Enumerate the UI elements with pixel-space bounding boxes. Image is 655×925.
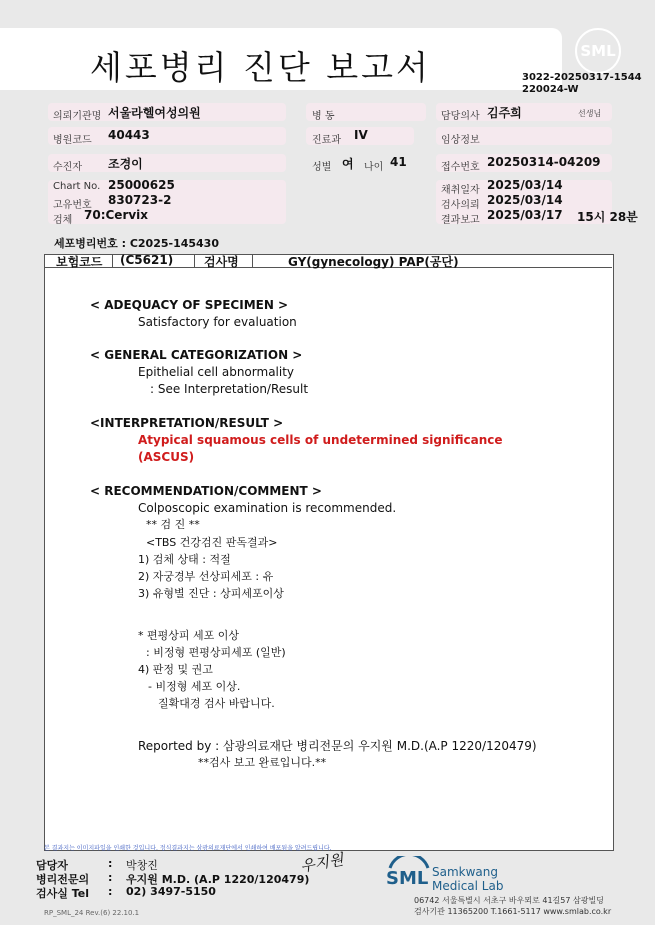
interpretation-heading: <INTERPRETATION/RESULT >	[90, 416, 284, 430]
page-title: 세포병리 진단 보고서	[90, 48, 431, 87]
sex-value: 여	[342, 157, 354, 171]
insurance-label: 보험코드	[56, 255, 103, 269]
tbs-line-3: 3) 유형별 진단 : 상피세포이상	[138, 587, 284, 600]
tbs-heading: <TBS 건강검진 판독결과>	[146, 536, 278, 549]
institution-value: 서울라헬여성의원	[108, 106, 201, 120]
divider	[194, 254, 195, 267]
manager-label: 담당자	[36, 859, 68, 872]
reported-by: Reported by : 삼광의료재단 병리전문의 우지원 M.D.(A.P 1220/120479)	[138, 739, 537, 753]
pill-patient	[48, 154, 286, 172]
print-notice: 본 결과지는 이미지파일을 인쇄한 것입니다. 정식결과지는 삼광의료재단에서 인쇄하여 배포됨을 알려드립니다.	[44, 845, 332, 852]
tel-value: 02) 3497-5150	[126, 885, 216, 898]
manager-value: 박창진	[126, 859, 158, 872]
tbs-line-4: * 편평상피 세포 이상	[138, 629, 239, 642]
lab-contact: 검사기관 11365200 T.1661-5117 www.smlab.co.kr	[414, 907, 612, 916]
institution-label: 의뢰기관명	[53, 111, 102, 122]
document-number-suffix: 220024-W	[522, 84, 579, 95]
clinical-label: 임상정보	[441, 135, 480, 146]
general-heading: < GENERAL CATEGORIZATION >	[90, 348, 303, 362]
report-complete: **검사 보고 완료입니다.**	[198, 756, 327, 769]
doctor-label: 담당의사	[441, 111, 480, 122]
tbs-line-1: 1) 검체 상태 : 적절	[138, 553, 231, 566]
lab-address: 06742 서울특별시 서초구 바우뫼로 41길57 삼광빌딩	[414, 896, 604, 905]
lab-name-1: Samkwang	[432, 865, 498, 879]
doctor-suffix: 선생님	[578, 109, 602, 118]
recommendation-text: Colposcopic examination is recommended.	[138, 501, 397, 515]
general-text-1: Epithelial cell abnormality	[138, 365, 295, 379]
pathologist-label: 병리전문의	[36, 873, 90, 886]
colon: :	[108, 885, 113, 898]
ward-label: 병 동	[312, 111, 335, 122]
document-number: 3022-20250317-1544	[522, 72, 642, 83]
patient-label: 수진자	[53, 162, 82, 173]
patient-value: 조경이	[108, 157, 143, 171]
tbs-line-8: 질확대경 검사 바랍니다.	[158, 697, 275, 710]
unique-label: 고유번호	[53, 200, 92, 211]
tbs-line-7: - 비정형 세포 이상.	[148, 680, 241, 693]
colon: :	[108, 871, 113, 884]
hospital-code-value: 40443	[108, 128, 150, 142]
receipt-label: 접수번호	[441, 162, 480, 173]
specimen-value: 70:Cervix	[84, 208, 149, 222]
dept-label: 진료과	[312, 135, 341, 146]
tel-label: 검사실 Tel	[36, 887, 89, 900]
request-label: 검사의뢰	[441, 200, 480, 211]
lab-name-2: Medical Lab	[432, 879, 504, 893]
interpretation-text-2: (ASCUS)	[138, 450, 195, 464]
code-row	[44, 254, 612, 268]
form-code: RP_SML_24 Rev.(6) 22.10.1	[44, 909, 140, 917]
age-value: 41	[390, 155, 407, 169]
report-time-value: 15시 28분	[577, 210, 638, 224]
test-label: 검사명	[204, 255, 239, 269]
sml-logo: SML	[575, 28, 621, 74]
chart-value: 25000625	[108, 178, 175, 192]
dept-value: IV	[354, 128, 368, 142]
divider	[252, 254, 253, 267]
pathologist-value: 우지원 M.D. (A.P 1220/120479)	[126, 873, 310, 886]
adequacy-heading: < ADEQUACY OF SPECIMEN >	[90, 298, 289, 312]
unique-value: 830723-2	[108, 193, 172, 207]
report-date-label: 결과보고	[441, 215, 480, 226]
signature: 우지원	[298, 850, 345, 876]
collect-label: 채취일자	[441, 185, 480, 196]
divider	[112, 254, 113, 267]
specimen-label: 검체	[53, 215, 73, 226]
sex-label: 성별	[312, 162, 332, 173]
pathology-number: 세포병리번호 : C2025-145430	[54, 237, 219, 250]
chart-label: Chart No.	[53, 181, 101, 192]
lab-logo-text: SML	[386, 868, 429, 889]
insurance-code: (C5621)	[120, 253, 174, 267]
interpretation-text-1: Atypical squamous cells of undetermined significance	[138, 433, 503, 447]
report-body	[44, 254, 614, 851]
hospital-code-label: 병원코드	[53, 135, 92, 146]
test-name: GY(gynecology) PAP(공단)	[288, 255, 459, 269]
recommendation-heading: < RECOMMENDATION/COMMENT >	[90, 484, 322, 498]
request-value: 2025/03/14	[487, 193, 563, 207]
collect-value: 2025/03/14	[487, 178, 563, 192]
age-label: 나이	[364, 162, 384, 173]
checkup-heading: ** 검 진 **	[146, 518, 200, 531]
report-date-value: 2025/03/17	[487, 208, 563, 222]
adequacy-text: Satisfactory for evaluation	[138, 315, 297, 329]
receipt-value: 20250314-04209	[487, 155, 601, 169]
tbs-line-2: 2) 자궁경부 선상피세포 : 유	[138, 570, 274, 583]
tbs-line-6: 4) 판정 및 권고	[138, 663, 213, 676]
general-text-2: : See Interpretation/Result	[150, 382, 309, 396]
colon: :	[108, 857, 113, 870]
tbs-line-5: : 비정형 편평상피세포 (일반)	[146, 646, 286, 659]
doctor-value: 김주희	[487, 106, 522, 120]
